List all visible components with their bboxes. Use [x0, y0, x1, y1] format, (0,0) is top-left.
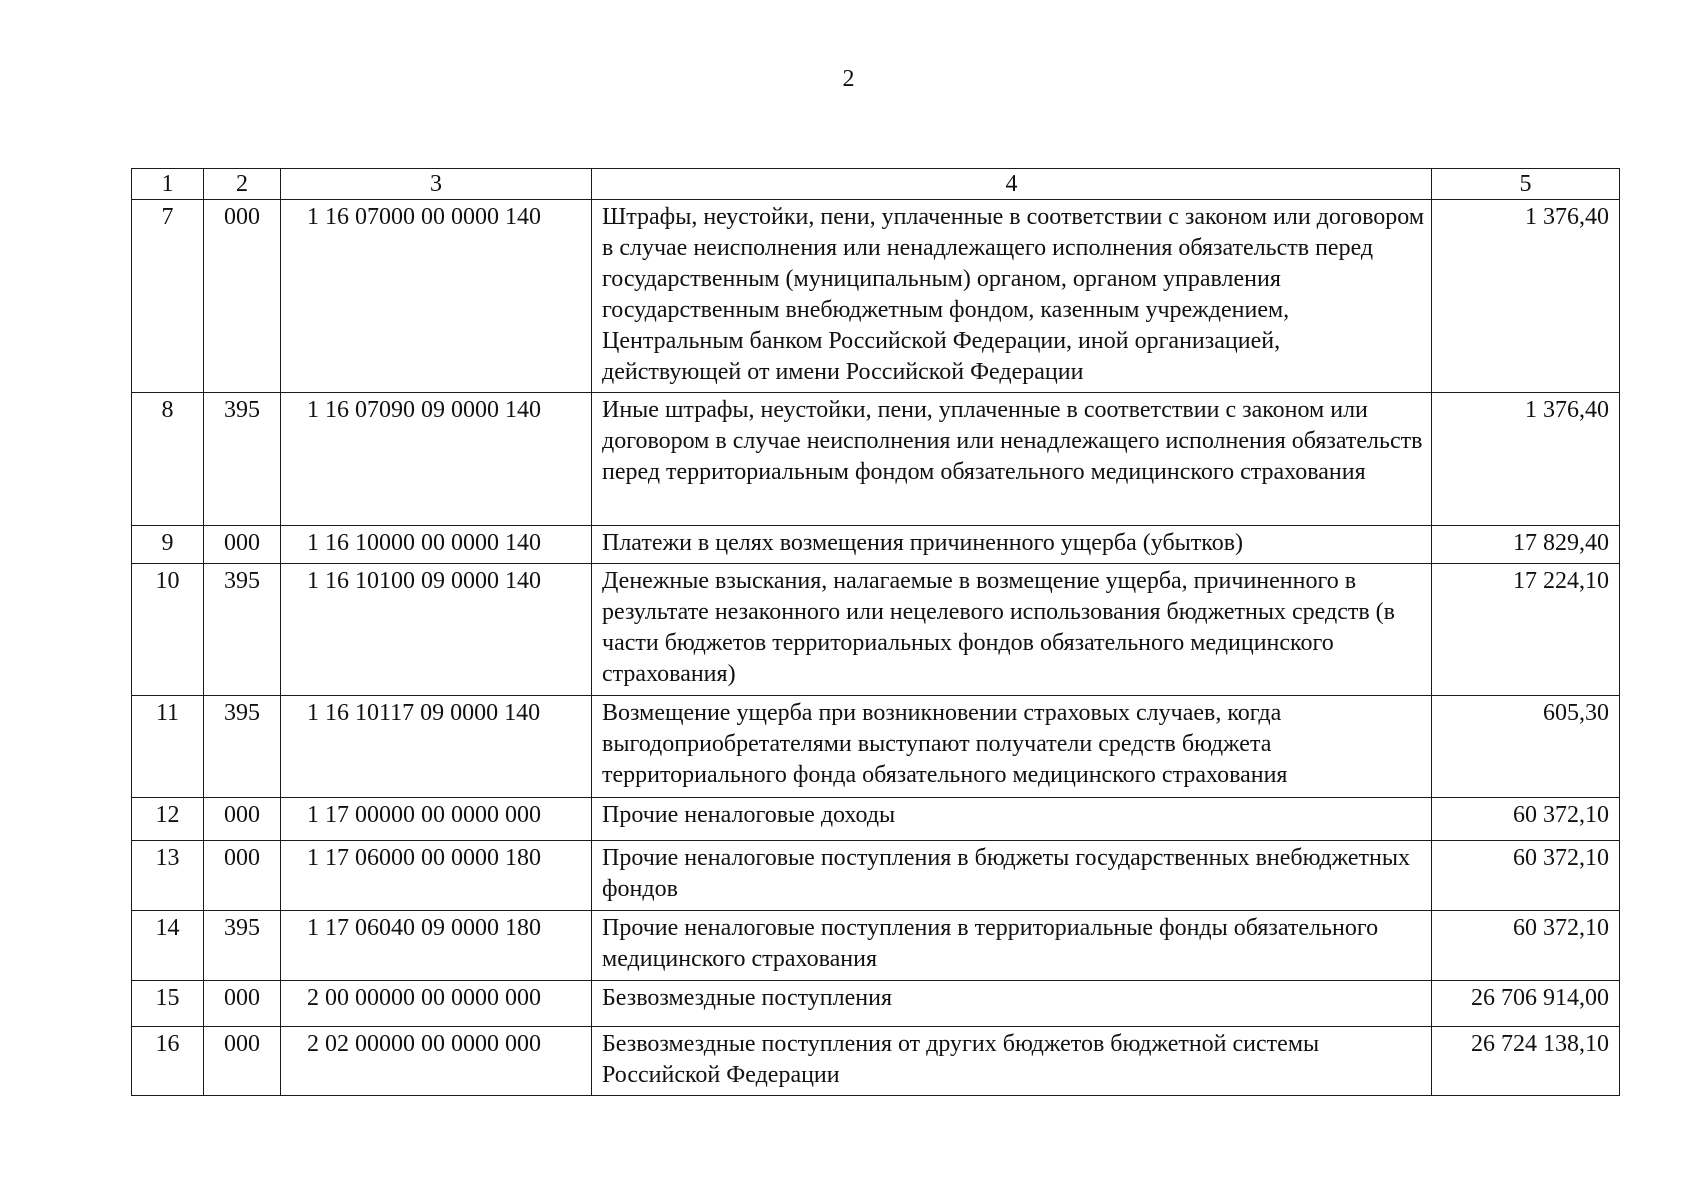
row-number: 7: [132, 200, 204, 393]
admin-code: 000: [204, 526, 281, 564]
header-col-2: 2: [204, 169, 281, 200]
admin-code: 395: [204, 911, 281, 981]
admin-code: 000: [204, 1027, 281, 1096]
admin-code: 000: [204, 841, 281, 911]
table-row: [132, 911, 1620, 981]
amount: 1 376,40: [1432, 393, 1620, 526]
row-number: 10: [132, 564, 204, 696]
revenue-name: Денежные взыскания, налагаемые в возмещение ущерба, причиненного в результате незаконного или нецелевого использования бюджетных средств (в части бюджетов территориальных фондов обязательного медицинского страхования): [592, 564, 1432, 696]
budget-classification-code: 1 16 10100 09 0000 140: [281, 564, 592, 696]
row-number: 11: [132, 696, 204, 798]
amount: 1 376,40: [1432, 200, 1620, 393]
budget-classification-code: 1 16 07000 00 0000 140: [281, 200, 592, 393]
amount: 26 706 914,00: [1432, 981, 1620, 1027]
row-number: 13: [132, 841, 204, 911]
header-col-1: 1: [132, 169, 204, 200]
page-number: 2: [842, 66, 855, 92]
revenue-table: [131, 168, 1619, 1096]
revenue-name: Прочие неналоговые доходы: [592, 798, 1432, 841]
row-number: 14: [132, 911, 204, 981]
revenue-name: Безвозмездные поступления: [592, 981, 1432, 1027]
admin-code: 000: [204, 981, 281, 1027]
amount: 605,30: [1432, 696, 1620, 798]
budget-classification-code: 1 16 10117 09 0000 140: [281, 696, 592, 798]
row-number: 8: [132, 393, 204, 526]
table-row: [132, 393, 1620, 526]
amount: 60 372,10: [1432, 798, 1620, 841]
table-row: [132, 564, 1620, 696]
table-row: [132, 981, 1620, 1027]
table-row: [132, 200, 1620, 393]
admin-code: 395: [204, 696, 281, 798]
header-col-4: 4: [592, 169, 1432, 200]
revenue-name: Штрафы, неустойки, пени, уплаченные в соответствии с законом или договором в случае неисполнения или ненадлежащего исполнения обязательств перед государственным (муниципальным) органом, органом управления государственным внебюджетным фондом, казенным учреждением, Центральным банком Российской Федерации, иной организацией, действующей от имени Российской Федерации: [592, 200, 1432, 393]
table-row: [132, 798, 1620, 841]
row-number: 15: [132, 981, 204, 1027]
budget-classification-code: 1 16 07090 09 0000 140: [281, 393, 592, 526]
revenue-name: Иные штрафы, неустойки, пени, уплаченные в соответствии с законом или договором в случае неисполнения или ненадлежащего исполнения обязательств перед территориальным фондом обязательного медицинского страхования: [592, 393, 1432, 526]
table-row: [132, 696, 1620, 798]
table-body: [132, 200, 1620, 1096]
amount: 60 372,10: [1432, 911, 1620, 981]
revenue-table-grid: [131, 168, 1620, 1096]
amount: 17 224,10: [1432, 564, 1620, 696]
header-col-3: 3: [281, 169, 592, 200]
row-number: 9: [132, 526, 204, 564]
revenue-name: Возмещение ущерба при возникновении страховых случаев, когда выгодоприобретателями выступают получатели средств бюджета территориального фонда обязательного медицинского страхования: [592, 696, 1432, 798]
table-row: [132, 526, 1620, 564]
revenue-name: Прочие неналоговые поступления в территориальные фонды обязательного медицинского страхования: [592, 911, 1432, 981]
budget-classification-code: 1 17 06040 09 0000 180: [281, 911, 592, 981]
budget-classification-code: 2 00 00000 00 0000 000: [281, 981, 592, 1027]
table-header-row: [132, 169, 1620, 200]
budget-classification-code: 1 17 06000 00 0000 180: [281, 841, 592, 911]
amount: 26 724 138,10: [1432, 1027, 1620, 1096]
table-row: [132, 1027, 1620, 1096]
budget-classification-code: 1 16 10000 00 0000 140: [281, 526, 592, 564]
admin-code: 395: [204, 564, 281, 696]
header-col-5: 5: [1432, 169, 1620, 200]
table-header: [132, 169, 1620, 200]
amount: 17 829,40: [1432, 526, 1620, 564]
budget-classification-code: 1 17 00000 00 0000 000: [281, 798, 592, 841]
table-row: [132, 841, 1620, 911]
revenue-name: Безвозмездные поступления от других бюджетов бюджетной системы Российской Федерации: [592, 1027, 1432, 1096]
revenue-name: Прочие неналоговые поступления в бюджеты государственных внебюджетных фондов: [592, 841, 1432, 911]
row-number: 12: [132, 798, 204, 841]
revenue-name: Платежи в целях возмещения причиненного ущерба (убытков): [592, 526, 1432, 564]
admin-code: 000: [204, 200, 281, 393]
amount: 60 372,10: [1432, 841, 1620, 911]
budget-classification-code: 2 02 00000 00 0000 000: [281, 1027, 592, 1096]
row-number: 16: [132, 1027, 204, 1096]
admin-code: 000: [204, 798, 281, 841]
admin-code: 395: [204, 393, 281, 526]
